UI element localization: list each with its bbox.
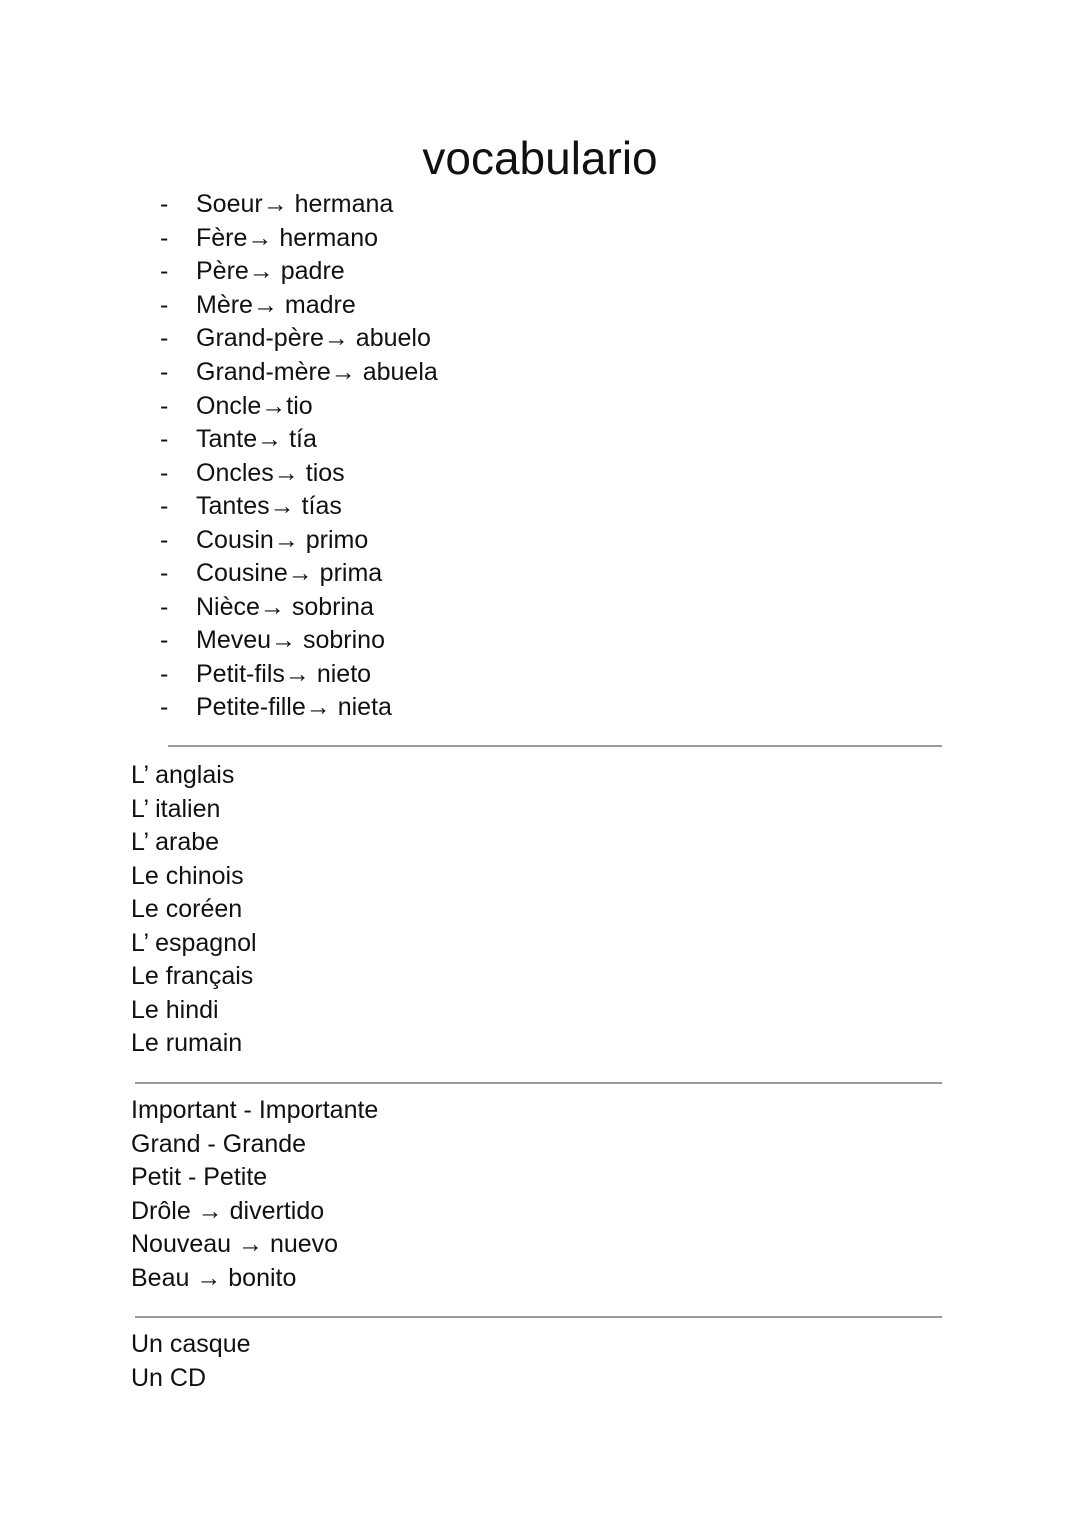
- list-item: Le rumain: [131, 1029, 243, 1058]
- list-item: [160, 222, 438, 256]
- vocab-entry: Père→ padre: [196, 257, 345, 286]
- bullet-dash: -: [160, 257, 169, 286]
- list-item: [160, 423, 438, 457]
- list-item: Drôle → divertido: [131, 1196, 325, 1225]
- list-item: L’ arabe: [131, 828, 220, 857]
- bullet-dash: -: [160, 190, 169, 219]
- vocab-entry: Oncle→tio: [196, 391, 313, 420]
- list-item: [160, 658, 438, 692]
- objects-list: [131, 1328, 251, 1395]
- family-vocabulary-list: [160, 188, 438, 725]
- vocab-entry: Fère→ hermano: [196, 223, 379, 252]
- vocab-entry: Grand-père→ abuelo: [196, 324, 431, 353]
- vocab-entry: Meveu→ sobrino: [196, 626, 385, 655]
- list-item: Grand - Grande: [131, 1129, 307, 1158]
- vocab-entry: Grand-mère→ abuela: [196, 358, 438, 386]
- horizontal-divider: [135, 1316, 942, 1318]
- vocab-entry: Mère→ madre: [196, 290, 356, 319]
- horizontal-divider: [135, 1082, 942, 1084]
- list-item: L’ anglais: [131, 761, 235, 790]
- list-item: Nouveau → nuevo: [131, 1230, 339, 1259]
- vocab-entry: Petit-fils→ nieto: [196, 659, 372, 688]
- bullet-dash: -: [160, 525, 169, 554]
- bullet-dash: -: [160, 458, 169, 487]
- list-item: [160, 389, 438, 423]
- list-item: [160, 456, 438, 490]
- vocab-entry: Soeur→ hermana: [196, 190, 394, 219]
- list-item: [160, 322, 438, 356]
- list-item: [160, 523, 438, 557]
- list-item: L’ espagnol: [131, 928, 257, 957]
- list-item: [160, 255, 438, 289]
- list-item: Un CD: [131, 1363, 207, 1392]
- bullet-dash: -: [160, 324, 169, 353]
- adjectives-list: [131, 1094, 378, 1295]
- list-item: [160, 557, 438, 591]
- languages-list: [131, 759, 257, 1061]
- vocab-entry: Oncles→ tios: [196, 458, 345, 487]
- list-item: Le français: [131, 962, 254, 991]
- bullet-dash: -: [160, 290, 169, 319]
- vocab-entry: Tantes→ tías: [196, 492, 342, 521]
- list-item: [160, 289, 438, 323]
- vocab-entry: Petite-fille→ nieta: [196, 693, 392, 722]
- bullet-dash: -: [160, 223, 169, 252]
- bullet-dash: -: [160, 626, 169, 655]
- bullet-dash: -: [160, 358, 169, 386]
- page-title: vocabulario: [422, 132, 658, 184]
- bullet-dash: -: [160, 492, 169, 521]
- list-item: Le chinois: [131, 861, 244, 890]
- bullet-dash: -: [160, 391, 169, 420]
- list-item: [160, 490, 438, 524]
- list-item: L’ italien: [131, 794, 221, 823]
- vocab-entry: Tante→ tía: [196, 425, 317, 454]
- vocab-entry: Cousin→ primo: [196, 525, 369, 554]
- list-item: [160, 188, 438, 222]
- bullet-dash: -: [160, 592, 169, 621]
- vocab-entry: Nièce→ sobrina: [196, 592, 374, 621]
- vocab-entry: Cousine→ prima: [196, 559, 383, 588]
- list-item: Beau → bonito: [131, 1263, 297, 1292]
- horizontal-divider: [168, 745, 942, 747]
- bullet-dash: -: [160, 693, 169, 722]
- list-item: [160, 591, 438, 625]
- list-item: [160, 356, 438, 390]
- bullet-dash: -: [160, 659, 169, 688]
- bullet-dash: -: [160, 425, 169, 454]
- list-item: Petit - Petite: [131, 1163, 268, 1192]
- list-item: [160, 624, 438, 658]
- list-item: Le hindi: [131, 995, 219, 1024]
- list-item: Important - Importante: [131, 1096, 379, 1125]
- list-item: [160, 691, 438, 725]
- list-item: Un casque: [131, 1330, 251, 1359]
- list-item: Le coréen: [131, 895, 243, 924]
- bullet-dash: -: [160, 559, 169, 588]
